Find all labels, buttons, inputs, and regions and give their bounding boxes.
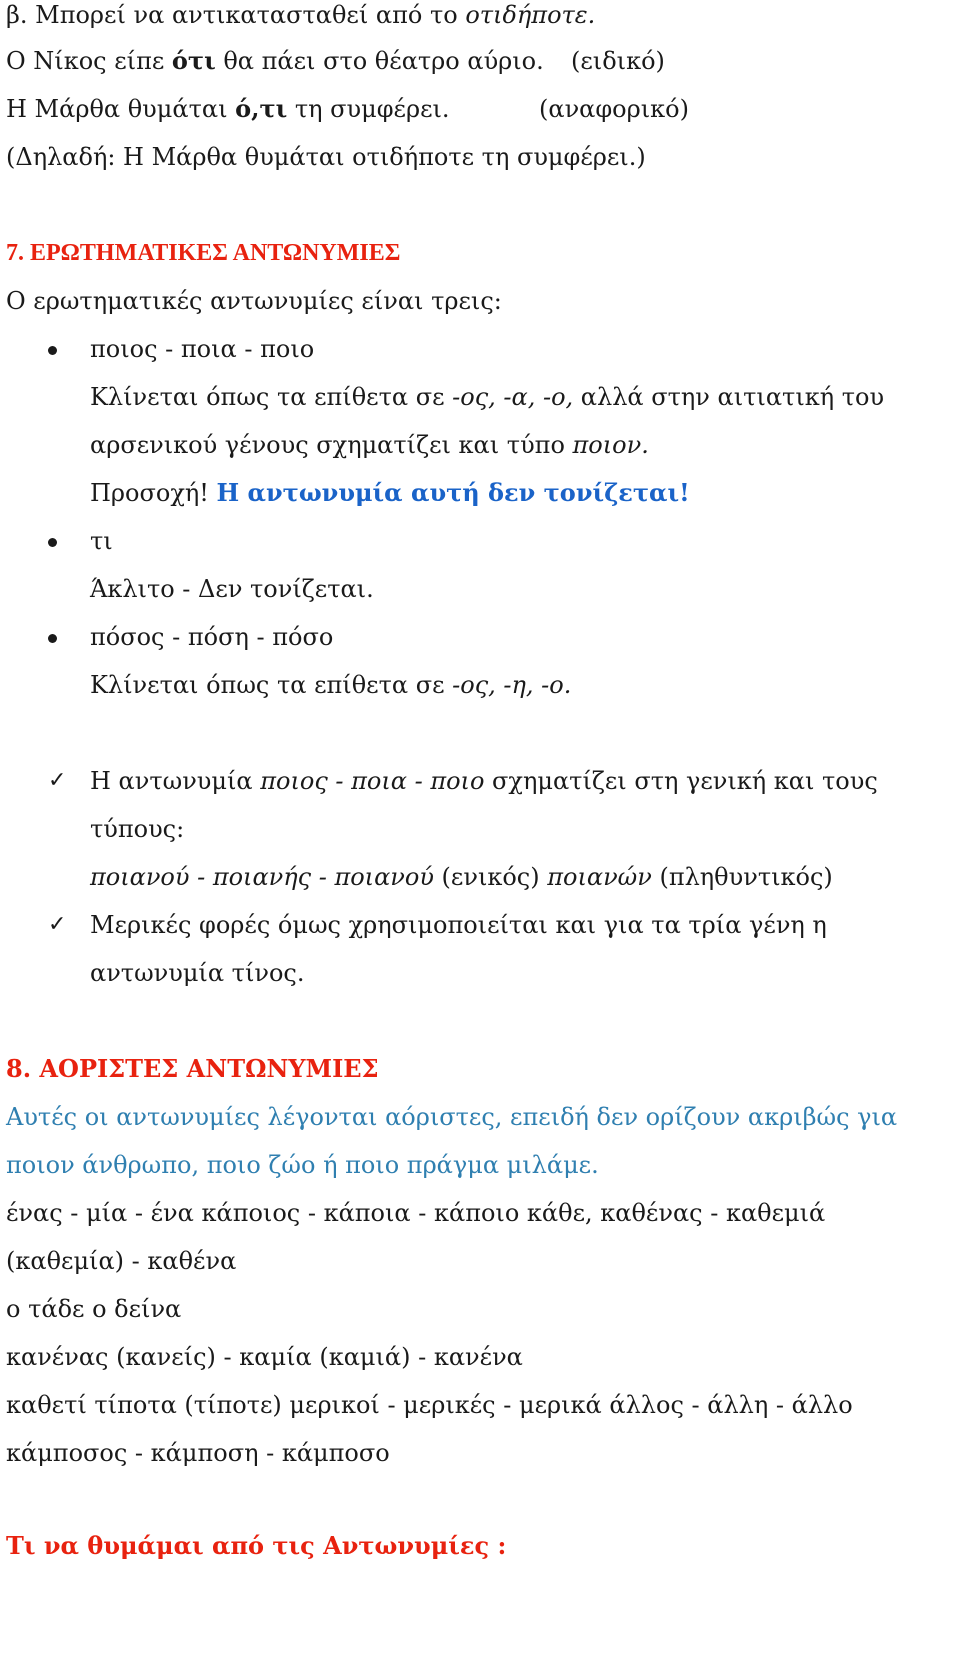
text-run: σχηματίζει στη γενική και τους xyxy=(484,767,878,795)
text-run: θα πάει στο θέατρο αύριο. xyxy=(215,47,544,75)
item-1-line-3 xyxy=(90,478,690,508)
item-3-line-1 xyxy=(90,670,571,700)
section-8-list-line-5: καθετί τίποτα (τίποτε) μερικοί - μερικές - μερικά άλλος - άλλη - άλλο xyxy=(6,1391,853,1419)
section-7-intro: Ο ερωτηματικές αντωνυμίες είναι τρεις: xyxy=(6,287,502,315)
italic-run: -ος, -α, -ο, xyxy=(452,383,574,411)
text-run: Η Μάρθα θυμάται xyxy=(6,95,236,123)
text-run: Η αντωνυμία xyxy=(90,767,261,795)
italic-run: ποιον. xyxy=(572,431,649,459)
text-run: Κλίνεται όπως τα επίθετα σε xyxy=(90,383,453,411)
section-7-heading: 7. ΕΡΩΤΗΜΑΤΙΚΕΣ ΑΝΤΩΝΥΜΙΕΣ xyxy=(6,240,401,266)
checkmark-icon: ✓ xyxy=(48,912,67,937)
bold-run: ό,τι xyxy=(235,94,288,123)
check-1-line-2: τύπους: xyxy=(90,815,185,843)
bold-run: ότι xyxy=(171,46,216,75)
text-run: (πληθυντικός) xyxy=(651,863,833,891)
italic-run: ποιανού - ποιανής - ποιανού xyxy=(90,863,434,891)
item-3-title: πόσος - πόση - πόσο xyxy=(90,623,334,651)
text-run: αρσενικού γένους σχηματίζει και τύπο xyxy=(90,431,573,459)
item-1-line-2 xyxy=(90,430,649,460)
section-8-list-line-4: κανένας (κανείς) - καμία (καμιά) - κανένα xyxy=(6,1343,523,1371)
section-8-list-line-2: (καθεμία) - καθένα xyxy=(6,1247,237,1275)
section-b-line-4: (Δηλαδή: Η Μάρθα θυμάται οτιδήποτε τη συμφέρει.) xyxy=(6,143,646,171)
bullet-icon xyxy=(48,538,57,547)
check-2-line-1: Μερικές φορές όμως χρησιμοποιείται και για τα τρία γένη η xyxy=(90,911,827,939)
italic-run: ποιος - ποια - ποιο xyxy=(260,767,485,795)
check-1-line-3 xyxy=(90,862,833,892)
blue-bold-run: Η αντωνυμία αυτή δεν τονίζεται! xyxy=(216,478,690,507)
footer-heading: Τι να θυμάμαι από τις Αντωνυμίες : xyxy=(6,1531,507,1560)
text-run: αλλά στην αιτιατική του xyxy=(573,383,885,411)
section-b-line-2-tag: (ειδικό) xyxy=(571,47,665,75)
item-1-title: ποιος - ποια - ποιο xyxy=(90,335,315,363)
bullet-icon xyxy=(48,634,57,643)
check-1-line-1 xyxy=(90,766,878,796)
section-8-desc-line-2: ποιον άνθρωπο, ποιο ζώο ή ποιο πράγμα μιλάμε. xyxy=(6,1151,599,1179)
italic-run: οτιδήποτε. xyxy=(465,1,596,29)
section-b-line-2 xyxy=(6,46,544,76)
bullet-icon xyxy=(48,346,57,355)
section-b-line-1 xyxy=(6,0,595,30)
check-2-line-2: αντωνυμία τίνος. xyxy=(90,959,305,987)
section-8-heading: 8. ΑΟΡΙΣΤΕΣ ΑΝΤΩΝΥΜΙΕΣ xyxy=(6,1054,379,1083)
item-2-title: τι xyxy=(90,527,113,555)
italic-run: -ος, -η, -ο. xyxy=(452,671,572,699)
item-1-line-1 xyxy=(90,382,884,412)
text-run: β. Μπορεί να αντικατασταθεί από το xyxy=(6,1,466,29)
checkmark-icon: ✓ xyxy=(48,768,67,793)
section-8-desc-line-1: Αυτές οι αντωνυμίες λέγονται αόριστες, επειδή δεν ορίζουν ακριβώς για xyxy=(6,1103,898,1131)
italic-run: ποιανών xyxy=(547,863,652,891)
section-b-line-3-tag: (αναφορικό) xyxy=(539,95,689,123)
section-8-list-line-3: ο τάδε ο δείνα xyxy=(6,1295,182,1323)
text-run: Ο Νίκος είπε xyxy=(6,47,172,75)
section-b-line-3 xyxy=(6,94,450,124)
text-run: Κλίνεται όπως τα επίθετα σε xyxy=(90,671,453,699)
text-run: τη συμφέρει. xyxy=(287,95,450,123)
section-8-list-line-1: ένας - μία - ένα κάποιος - κάποια - κάποιο κάθε, καθένας - καθεμιά xyxy=(6,1199,826,1227)
text-run: (ενικός) xyxy=(433,863,548,891)
text-run: Προσοχή! xyxy=(90,479,217,507)
section-8-list-line-6: κάμποσος - κάμποση - κάμποσο xyxy=(6,1439,390,1467)
item-2-line-1: Άκλιτο - Δεν τονίζεται. xyxy=(90,575,374,603)
